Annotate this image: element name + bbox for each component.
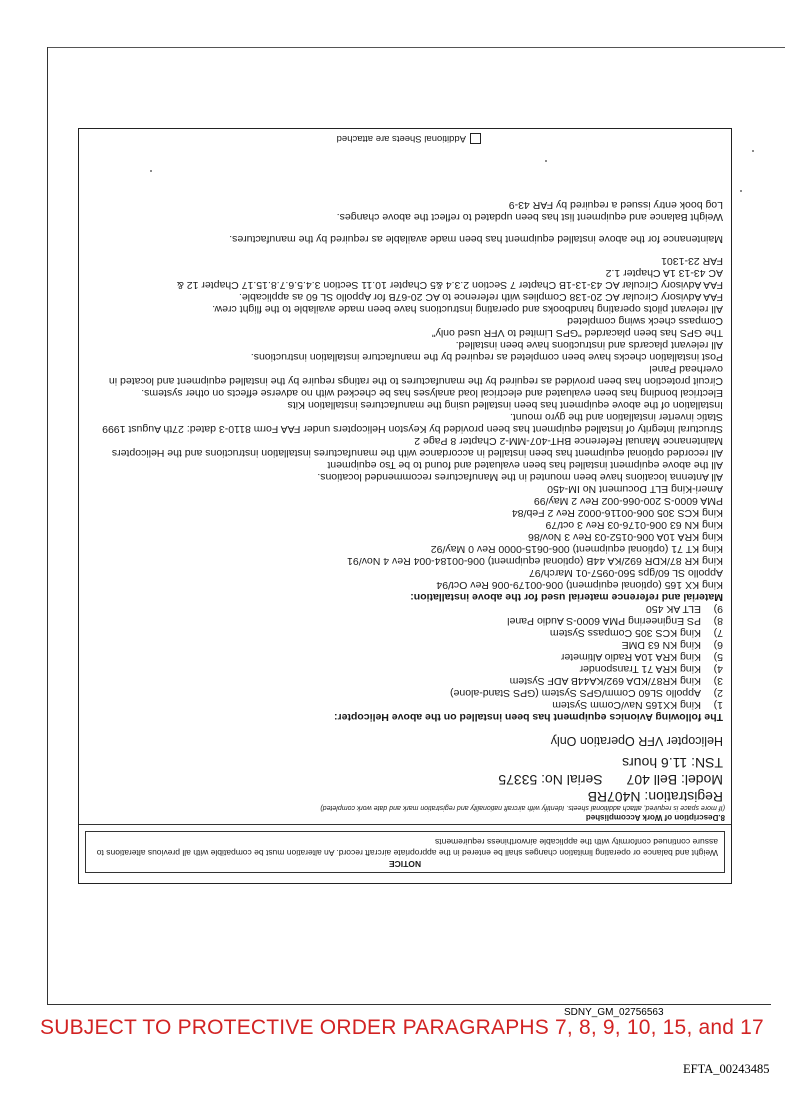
list-item: 9) ELT AK 450: [645, 603, 723, 615]
notice-text: Weight and balance or operating limitation changes shall be entered in the appropriate aircraft record. An alteration must be compatible with all previous alterations to assure continued conformity with the applicable airworthiness requirements: [96, 837, 718, 858]
scan-speck: [150, 170, 152, 172]
weight-balance-statement: Weight Balance and equipment list has been updated to reflect the above changes.: [336, 211, 723, 223]
list-item: 3) King KR87/KDA 692/KA44B ADF System: [509, 675, 723, 687]
list-item: FAA Advisory Circular AC 20-138 Complies with reference to AC 20-67B for Appollo SL 60 as applicable.: [238, 291, 723, 303]
work-description: [85, 199, 723, 805]
list-item: Electrical bonding has been evaluated and electrical load analyses has be checked with no adverse effects on other systems.: [141, 387, 723, 399]
material-list: [85, 483, 723, 591]
list-item: All the above equipment installed has been evaluated and found to be Tso equipment: [327, 459, 723, 471]
rotated-form-page: [78, 128, 732, 884]
model-line: [85, 771, 723, 788]
list-item: All recorded optional equipment has been installed in accordance with the manufactures installation instructions and the Helicopters Maintenance Manual Reference BHT-407-MM-2 Chapter 8 Page 2: [111, 435, 723, 459]
bates-number: SDNY_GM_02756563: [564, 1007, 664, 1018]
protective-order-stamp: SUBJECT TO PROTECTIVE ORDER PARAGRAPHS 7, 8, 9, 10, 15, and 17: [40, 1016, 764, 1039]
avionics-heading: The following Avionics equipment has been installed on the above Helicopter:: [334, 711, 723, 723]
serial: Serial No: 53375: [498, 772, 603, 788]
list-item: All relevant pilots operating handbooks and operating instructions have been made available to the flight crew.: [212, 303, 723, 315]
list-item: Structural Integrity of installed equipment has been provided by Keyston Helicopters under FAA Form 8110-3 dated: 27th August 1999 Static inverter installation and the gyro mount.: [102, 411, 723, 435]
notice-title: NOTICE: [388, 859, 422, 869]
list-item: The GPS has been placarded "GPS Limited to VFR used only": [431, 327, 723, 339]
scan-speck: [545, 160, 547, 162]
list-item: 4) King KRA 71 Transponder: [579, 663, 723, 675]
additional-sheets: [337, 133, 481, 144]
scan-frame-left: [47, 47, 48, 1005]
additional-sheets-checkbox: [470, 133, 481, 144]
list-item: PMA 6000-S 200-066-002 Rev 2 May/99: [533, 495, 723, 507]
avionics-list: [85, 603, 723, 711]
section-header: [79, 802, 731, 825]
list-item: 2) Appollo SL60 Comm/GPS System (GPS Stand-alone): [450, 687, 723, 699]
section-title: 8.Description of Work Accomplished: [585, 813, 725, 822]
list-item: 5) King KRA 10A Radio Altimeter: [560, 651, 723, 663]
scan-frame-top: [47, 47, 785, 48]
operation: Helicopter VFR Operation Only: [550, 734, 723, 748]
registration: Registration: N407RB: [587, 789, 723, 805]
list-item: King KX 165 (optional equipment) 006-00179-006 Rev Oct/94: [436, 579, 723, 591]
list-item: 7) King KCS 305 Compass System: [549, 627, 723, 639]
log-book-statement: Log book entry issued a required by FAR 43-9: [508, 199, 723, 211]
statements-list: [85, 255, 723, 483]
section-instruction: (If more space is required, attach additional sheets. Identify with aircraft nationality and registration mark and date work completed): [320, 804, 725, 811]
list-item: King KCS 305 006-00116-0002 Rev 2 Feb/84: [511, 507, 723, 519]
list-item: All Antenna locations have been mounted in the Manufactures recommended locations.: [317, 471, 723, 483]
list-item: 6) King KN 63 DME: [621, 639, 723, 651]
scan-speck: [752, 150, 754, 152]
efta-number: EFTA_00243485: [683, 1062, 770, 1076]
additional-sheets-label: Additional Sheets are attached: [336, 133, 466, 144]
list-item: King KN 63 006-0176-03 Rev 3 oct/79: [545, 519, 723, 531]
notice-box: [85, 831, 725, 873]
list-item: Compass check swing completed: [567, 315, 723, 327]
maintenance-statement: Maintenance for the above installed equipment has been made available as required by the manufactures.: [229, 233, 723, 245]
list-item: Installation of the above equipment has been installed using the manufactures installation Kits: [287, 399, 723, 411]
list-item: King KRA 10A 006-0152-03 Rev 3 Nov/86: [528, 531, 723, 543]
model: Model: Bell 407: [626, 772, 723, 788]
tsn: TSN: 11.6 hours: [622, 755, 723, 771]
list-item: FAR 23-1301: [661, 255, 723, 267]
material-heading: Material and reference material used for the above installation:: [410, 591, 723, 603]
list-item: 1) King KX165 Nav/Comm System: [552, 699, 723, 711]
list-item: King KR 87/KDR 692/KA 44B (optional equipment) 006-00184-004 Rev 4 Nov/91: [347, 555, 723, 567]
list-item: FAA Advisory Circular AC 43-13-1B Chapter 7 Section 2.3.4 &5 Chapter 10.11 Section 3.4.5.6.7.8.15.17 Chapter 12 &: [176, 279, 723, 291]
list-item: AC 43-13 1A Chapter 1.2: [605, 267, 723, 279]
list-item: Circuit protection has been provided as required by the manufactures to the ratings require by the installed equipment and located in overhead Panel: [108, 363, 723, 387]
list-item: Post installation checks have been completed as required by the manufacture installation instructions.: [250, 351, 723, 363]
list-item: Ameri-King ELT Document No IM-450: [547, 483, 723, 495]
list-item: 8) PS Engineering PMA 6000-S Audio Panel: [507, 615, 723, 627]
list-item: King KT 71 (optional equipment) 006-0615-0000 Rev 0 May/92: [430, 543, 723, 555]
list-item: Appollo SL 60/gps 560-0957-01 March/97: [529, 567, 723, 579]
scan-frame-bottom: [47, 1004, 771, 1005]
scan-speck: [740, 190, 742, 192]
list-item: All relevant placards and instructions have been installed.: [455, 339, 723, 351]
